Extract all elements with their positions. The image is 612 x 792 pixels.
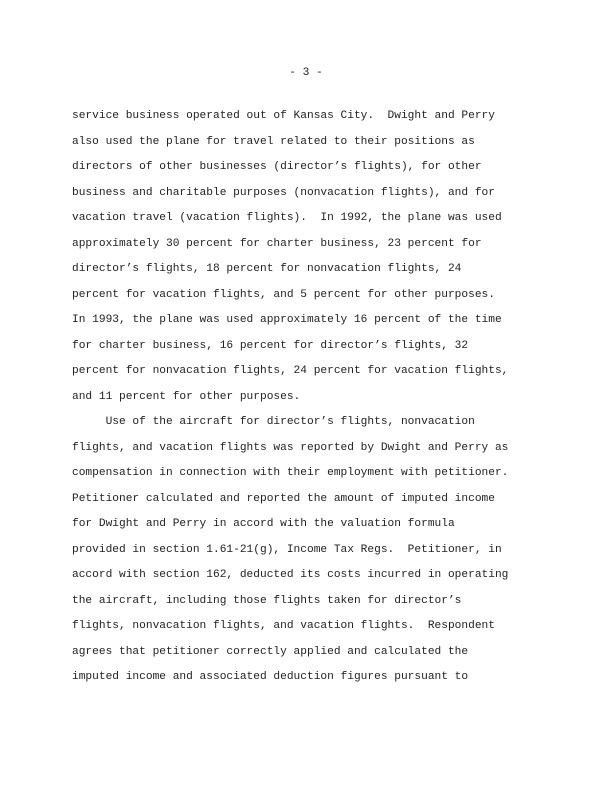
document-body (72, 108, 552, 695)
text-line: Use of the aircraft for director’s flights, nonvacation (72, 416, 475, 428)
text-line: flights, and vacation flights was reported by Dwight and Perry as (72, 441, 509, 454)
text-line: In 1993, the plane was used approximately 16 percent of the time (72, 314, 502, 326)
text-line: and 11 percent for other purposes. (72, 390, 301, 403)
text-line: business and charitable purposes (nonvacation flights), and for (72, 186, 495, 199)
text-line: accord with section 162, deducted its costs incurred in operating (72, 569, 509, 581)
text-line: approximately 30 percent for charter business, 23 percent for (72, 237, 482, 250)
text-line: vacation travel (vacation flights). In 1992, the plane was used (72, 212, 502, 224)
text-line: compensation in connection with their employment with petitioner. (72, 467, 509, 479)
text-line: director’s flights, 18 percent for nonvacation flights, 24 (72, 263, 462, 275)
text-line: imputed income and associated deduction figures pursuant to (72, 671, 469, 683)
text-line: Petitioner calculated and reported the amount of imputed income (72, 492, 495, 505)
text-line: for charter business, 16 percent for director’s flights, 32 (72, 339, 469, 352)
text-line: directors of other businesses (director’s flights), for other (72, 161, 482, 173)
text-line: for Dwight and Perry in accord with the valuation formula (72, 518, 455, 530)
text-line: flights, nonvacation flights, and vacation flights. Respondent (72, 620, 495, 632)
text-line: provided in section 1.61-21(g), Income Tax Regs. Petitioner, in (72, 543, 502, 556)
text-line: the aircraft, including those flights taken for director’s (72, 594, 462, 607)
text-line: service business operated out of Kansas City. Dwight and Perry (72, 110, 495, 122)
text-line: agrees that petitioner correctly applied and calculated the (72, 645, 469, 658)
text-line: percent for nonvacation flights, 24 percent for vacation flights, (72, 365, 509, 377)
text-line: percent for vacation flights, and 5 percent for other purposes. (72, 288, 495, 301)
page-number: - 3 - (289, 67, 323, 79)
text-line: also used the plane for travel related to their positions as (72, 135, 475, 148)
